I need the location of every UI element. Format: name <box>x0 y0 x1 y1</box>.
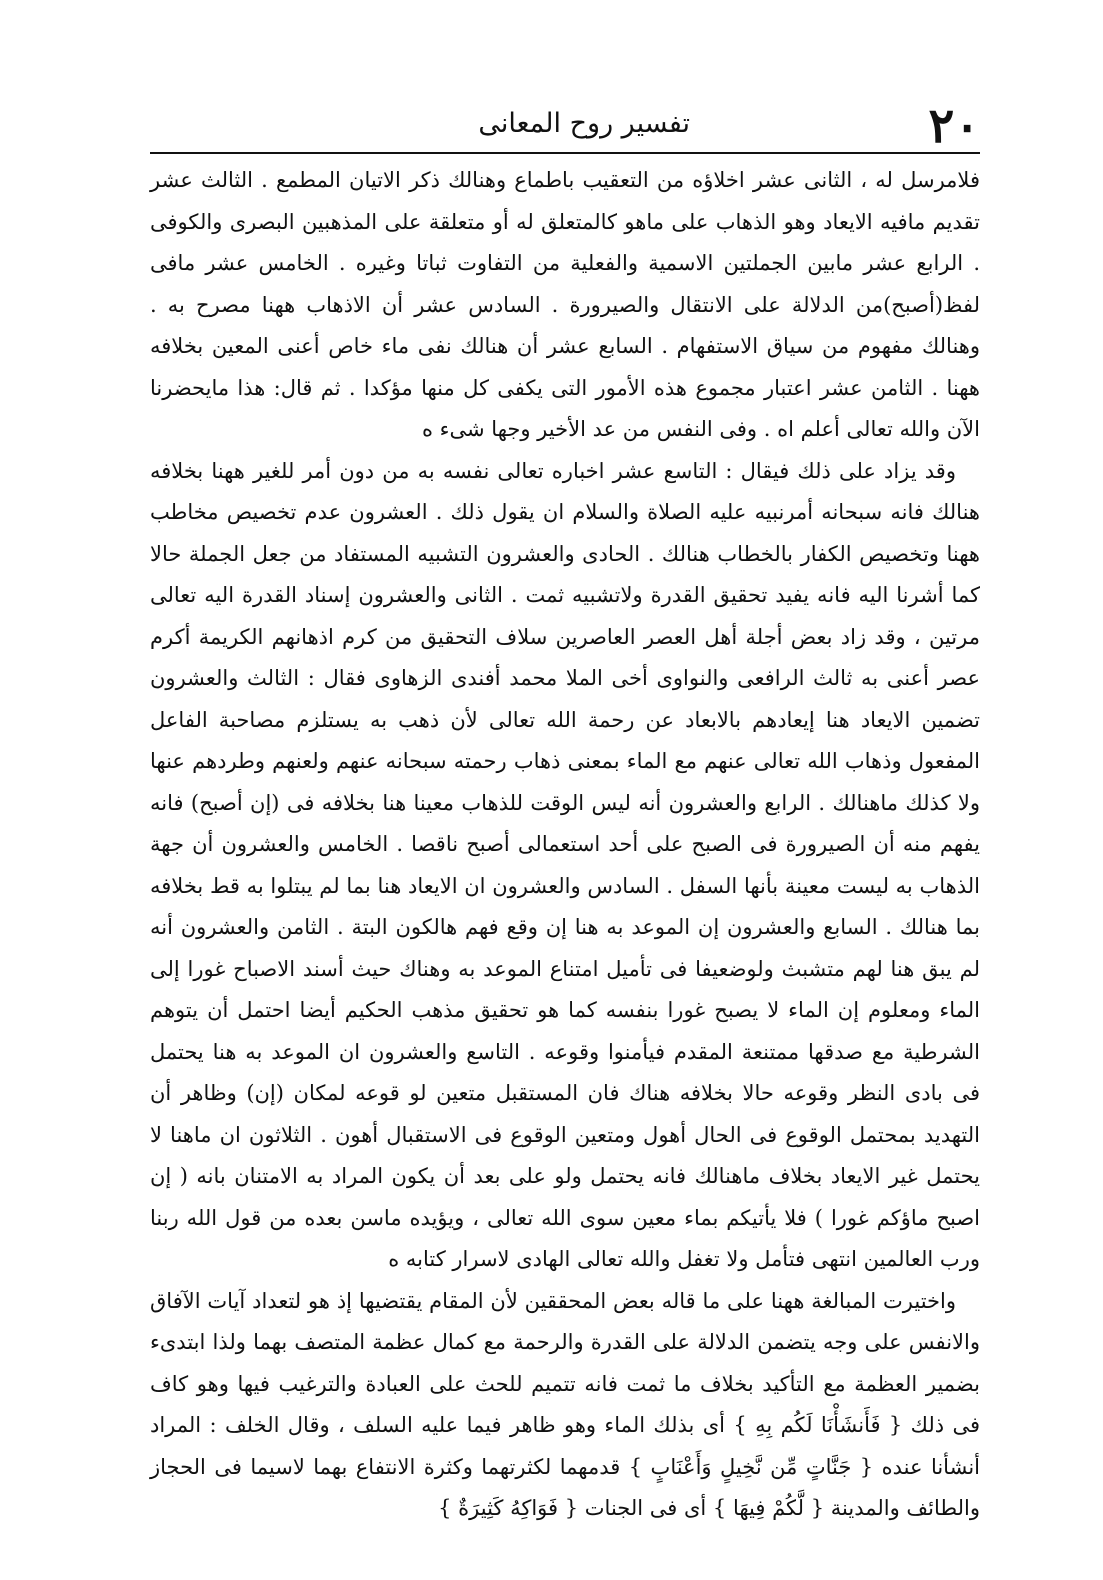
page-number: ٢٠ <box>928 98 980 154</box>
paragraph: فلامرسل له ، الثانى عشر اخلاؤه من التعقيب باطماع وهنالك ذكر الاتيان المطمع . الثالث عشر تقديم مافيه الايعاد وهو الذهاب على ماهو كالمتعلق له أو متعلقة على المذهبين البصرى والكوفى . الرابع عشر مابين الجملتين الاسمية والفعلية من التفاوت ثباتا وغيره . الخامس عشر مافى لفظ(أصبح)من الدلالة على الانتقال والصيرورة . السادس عشر أن الاذهاب ههنا مصرح به . وهنالك مفهوم من سياق الاستفهام . السابع عشر أن هنالك نفى ماء خاص أعنى المعين بخلافه ههنا . الثامن عشر اعتبار مجموع هذه الأمور التى يكفى كل منها مؤكدا . ثم قال: هذا مايحضرنا الآن والله تعالى أعلم اه . وفى النفس من عد الأخير وجها شىء ه <box>150 168 980 441</box>
page-header <box>150 100 980 154</box>
paragraph: واختيرت المبالغة ههنا على ما قاله بعض المحققين لأن المقام يقتضيها إذ هو لتعداد آيات الآفاق والانفس على وجه يتضمن الدلالة على القدرة والرحمة مع كمال عظمة المتصف بهما ولذا ابتدىء بضمير العظمة مع التأكيد بخلاف ما ثمت فانه تتميم للحث على العبادة والترغيب فيها وهو كاف فى ذلك { فَأَنشَأْنَا لَكُم بِهِ } أى بذلك الماء وهو ظاهر فيما عليه السلف ، وقال الخلف : المراد أنشأنا عنده { جَنَّاتٍ مِّن نَّخِيلٍ وَأَعْنَابٍ } قدمهما لكثرتهما وكثرة الانتفاع بهما لاسيما فى الحجاز والطائف والمدينة { لَّكُمْ فِيهَا } أى فى الجنات { فَوَاكِهُ كَثِيرَةٌ } <box>150 1288 980 1520</box>
running-title: تفسير روح المعانى <box>478 108 690 139</box>
paragraph: وقد يزاد على ذلك فيقال : التاسع عشر اخباره تعالى نفسه به من دون أمر للغير ههنا بخلافه هنالك فانه سبحانه أمرنبيه عليه الصلاة والسلام ان يقول ذلك . العشرون عدم تخصيص مخاطب ههنا وتخصيص الكفار بالخطاب هنالك . الحادى والعشرون التشبيه المستفاد من جعل الجملة حالا كما أشرنا اليه فانه يفيد تحقيق القدرة ولاتشبيه ثمت . الثانى والعشرون إسناد القدرة اليه تعالى مرتين ، وقد زاد بعض أجلة أهل العصر العاصرين سلاف التحقيق من كرم اذهانهم الكريمة أكرم عصر أعنى به ثالث الرافعى والنواوى أخى الملا محمد أفندى الزهاوى فقال : الثالث والعشرون تضمين الايعاد هنا إيعادهم بالابعاد عن رحمة الله تعالى لأن ذهب به يستلزم مصاحبة الفاعل المفعول وذهاب الله تعالى عنهم مع الماء بمعنى ذهاب رحمته سبحانه عنهم ولعنهم وطردهم عنها ولا كذلك ماهنالك . الرابع والعشرون أنه ليس الوقت للذهاب معينا هنا بخلافه فى (إن أصبح) فانه يفهم منه أن الصيرورة فى الصبح على أحد استعمالى أصبح ناقصا . الخامس والعشرون أن جهة الذهاب به ليست معينة بأنها السفل . السادس والعشرون ان الايعاد هنا بما لم يبتلوا به قط بخلافه بما هنالك . السابع والعشرون إن الموعد به هنا إن وقع فهم هالكون البتة . الثامن والعشرون أنه لم يبق هنا لهم متشبث ولوضعيفا فى تأميل امتناع الموعد به وهناك حيث أسند الاصباح غورا إلى الماء ومعلوم إن الماء لا يصبح غورا بنفسه كما هو تحقيق مذهب الحكيم أيضا احتمل أن يتوهم الشرطية مع صدقها ممتنعة المقدم فيأمنوا وقوعه . التاسع والعشرون ان الموعد به هنا يحتمل فى بادى النظر وقوعه حالا بخلافه هناك فان المستقبل متعين لو قوعه لمكان (إن) وظاهر أن التهديد بمحتمل الوقوع فى الحال أهول ومتعين الوقوع فى الاستقبال أهون . الثلاثون ان ماهنا لا يحتمل غير الايعاد بخلاف ماهنالك فانه يحتمل ولو على بعد أن يكون المراد به الامتنان بانه ( إن اصبح ماؤكم غورا ) فلا يأتيكم بماء معين سوى الله تعالى ، ويؤيده ماسن بعده من قول الله ربنا ورب العالمين انتهى فتأمل ولا تغفل والله تعالى الهادى لاسرار كتابه ه <box>150 458 980 1271</box>
body-text <box>150 160 980 1530</box>
page <box>150 100 980 1530</box>
